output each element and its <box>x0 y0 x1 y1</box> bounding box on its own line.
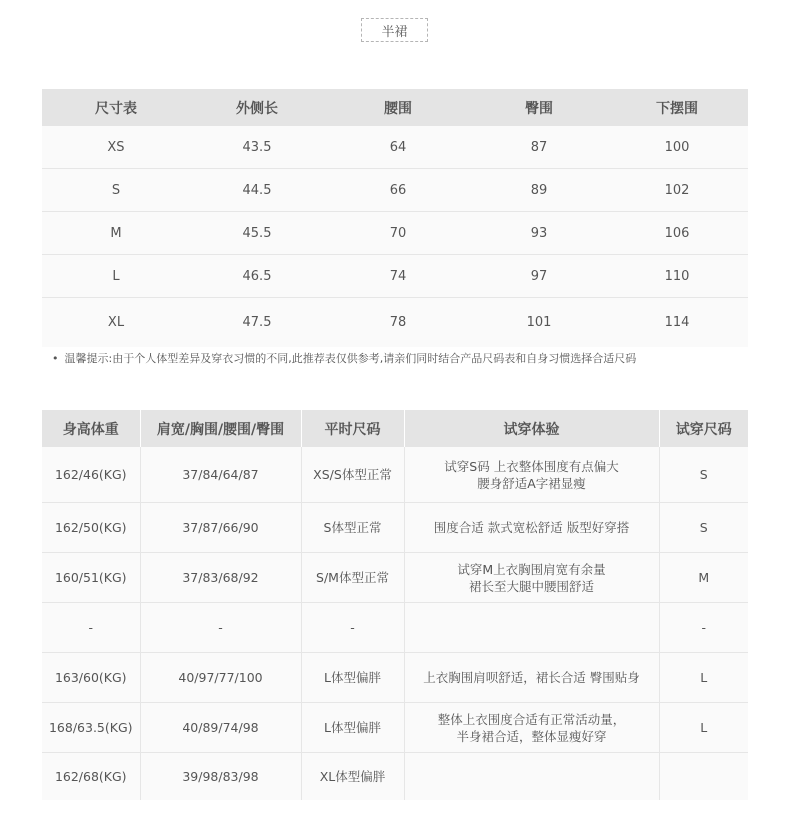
size-table-header: 尺寸表 <box>42 89 190 126</box>
usual-size-cell: XS/S体型正常 <box>301 447 404 503</box>
bullet-icon: • <box>52 352 59 365</box>
length-cell: 47.5 <box>190 298 324 348</box>
measurements-cell: 39/98/83/98 <box>140 753 301 801</box>
tried-size-cell: L <box>659 703 748 753</box>
waist-cell: 70 <box>324 212 472 255</box>
table-row <box>42 255 748 298</box>
experience-cell <box>404 753 659 801</box>
experience-line: 腰身舒适A字裙显瘦 <box>477 475 586 491</box>
tried-size-cell: L <box>659 653 748 703</box>
length-cell: 46.5 <box>190 255 324 298</box>
measurements-cell: 37/84/64/87 <box>140 447 301 503</box>
fit-table <box>42 410 748 800</box>
tried-size-cell: S <box>659 503 748 553</box>
height-weight-cell: 162/50(KG) <box>42 503 140 553</box>
height-weight-cell: 162/46(KG) <box>42 447 140 503</box>
experience-line: 围度合适 款式宽松舒适 版型好穿搭 <box>433 520 630 535</box>
experience-line: 试穿M上衣胸围肩宽有余量 <box>457 561 606 577</box>
size-table-header-row <box>42 89 748 126</box>
table-row <box>42 298 748 348</box>
experience-line: 裙长至大腿中腰围舒适 <box>468 578 594 594</box>
fit-table-header: 平时尺码 <box>301 410 404 447</box>
usual-size-cell: L体型偏胖 <box>301 653 404 703</box>
hip-cell: 97 <box>472 255 606 298</box>
table-row <box>42 126 748 169</box>
size-cell: XS <box>42 126 190 169</box>
experience-cell <box>404 653 659 703</box>
waist-cell: 78 <box>324 298 472 348</box>
table-row <box>42 603 748 653</box>
hip-cell: 87 <box>472 126 606 169</box>
height-weight-cell: 163/60(KG) <box>42 653 140 703</box>
table-row <box>42 703 748 753</box>
size-cell: L <box>42 255 190 298</box>
size-table-header: 腰围 <box>324 89 472 126</box>
experience-cell <box>404 553 659 603</box>
usual-size-cell: S/M体型正常 <box>301 553 404 603</box>
size-cell: M <box>42 212 190 255</box>
length-cell: 45.5 <box>190 212 324 255</box>
size-cell: S <box>42 169 190 212</box>
fit-table-header: 试穿体验 <box>404 410 659 447</box>
hip-cell: 93 <box>472 212 606 255</box>
height-weight-cell: - <box>42 603 140 653</box>
table-row <box>42 212 748 255</box>
tried-size-cell: M <box>659 553 748 603</box>
usual-size-cell: L体型偏胖 <box>301 703 404 753</box>
measurements-cell: 37/87/66/90 <box>140 503 301 553</box>
tried-size-cell: - <box>659 603 748 653</box>
experience-line: 半身裙合适，整体显瘦好穿 <box>456 728 607 744</box>
size-cell: XL <box>42 298 190 348</box>
size-table-header: 外侧长 <box>190 89 324 126</box>
height-weight-cell: 160/51(KG) <box>42 553 140 603</box>
waist-cell: 74 <box>324 255 472 298</box>
measurements-cell: 40/89/74/98 <box>140 703 301 753</box>
hem-cell: 110 <box>606 255 748 298</box>
height-weight-cell: 162/68(KG) <box>42 753 140 801</box>
experience-cell <box>404 503 659 553</box>
experience-line: 整体上衣围度合适有正常活动量， <box>437 711 626 727</box>
hem-cell: 102 <box>606 169 748 212</box>
fit-table-header-row <box>42 410 748 447</box>
length-cell: 44.5 <box>190 169 324 212</box>
hem-cell: 114 <box>606 298 748 348</box>
table-row <box>42 447 748 503</box>
table-row <box>42 653 748 703</box>
table-row <box>42 753 748 801</box>
size-table <box>42 89 748 347</box>
usual-size-cell: XL体型偏胖 <box>301 753 404 801</box>
hem-cell: 106 <box>606 212 748 255</box>
waist-cell: 66 <box>324 169 472 212</box>
tried-size-cell <box>659 753 748 801</box>
hem-cell: 100 <box>606 126 748 169</box>
length-cell: 43.5 <box>190 126 324 169</box>
category-label: 半裙 <box>361 18 428 42</box>
experience-cell <box>404 603 659 653</box>
usual-size-cell: - <box>301 603 404 653</box>
experience-cell <box>404 703 659 753</box>
size-table-header: 臀围 <box>472 89 606 126</box>
measurements-cell: - <box>140 603 301 653</box>
hip-cell: 101 <box>472 298 606 348</box>
hip-cell: 89 <box>472 169 606 212</box>
size-table-header: 下摆围 <box>606 89 748 126</box>
experience-line: 上衣胸围肩呗舒适，裙长合适 臀围贴身 <box>423 670 640 685</box>
height-weight-cell: 168/63.5(KG) <box>42 703 140 753</box>
table-row <box>42 169 748 212</box>
tried-size-cell: S <box>659 447 748 503</box>
tip-text: 温馨提示:由于个人体型差异及穿衣习惯的不同,此推荐表仅供参考,请亲们同时结合产品尺码表和自身习惯选择合适尺码 <box>64 352 637 365</box>
experience-line: 试穿S码 上衣整体围度有点偏大 <box>444 458 619 474</box>
fit-table-header: 试穿尺码 <box>659 410 748 447</box>
table-row <box>42 503 748 553</box>
usual-size-cell: S体型正常 <box>301 503 404 553</box>
waist-cell: 64 <box>324 126 472 169</box>
fit-table-header: 肩宽/胸围/腰围/臀围 <box>140 410 301 447</box>
measurements-cell: 37/83/68/92 <box>140 553 301 603</box>
table-row <box>42 553 748 603</box>
size-tip <box>52 350 636 366</box>
measurements-cell: 40/97/77/100 <box>140 653 301 703</box>
fit-table-header: 身高体重 <box>42 410 140 447</box>
experience-cell <box>404 447 659 503</box>
